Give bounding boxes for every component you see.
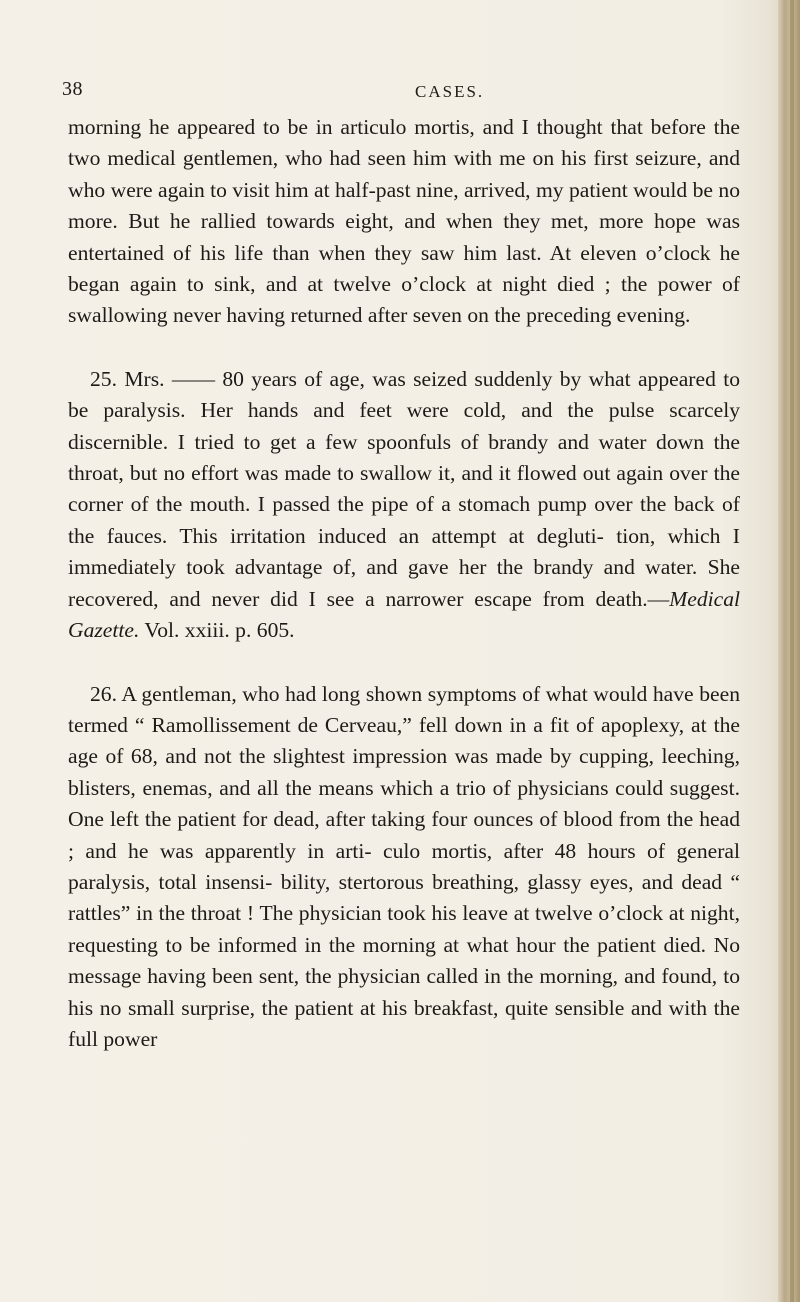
case-25-citation-source: Medical Gazette. — [68, 586, 740, 643]
paragraph-gap — [68, 332, 740, 364]
paragraph-case-25 — [68, 364, 740, 647]
case-25-text: 25. Mrs. —— 80 years of age, was seized suddenly by what appeared to be paralysis. Her hands and feet were cold, and the pulse scarcely discernible. I tried to get a few spoonfuls of brandy and water down the throat, but no effort was made to swallow it, and it flowed out again over the corner of the mouth. I passed the pipe of a stomach pump over the back of the fauces. This irritation induced an attempt at degluti- tion, which I immediately took advantage of, and gave her the brandy and water. She recovered, and never did I see a narrower escape from death.— — [68, 366, 740, 611]
book-spine-shadow — [790, 0, 794, 1302]
body-text — [68, 112, 740, 1055]
running-head — [60, 78, 760, 108]
paragraph-case-26: 26. A gentleman, who had long shown symptoms of what would have been termed “ Ramollissement de Cerveau,” fell down in a fit of apoplexy, at the age of 68, and not the slightest impression was made by cupping, leeching, blisters, enemas, and all the means which a trio of physicians could suggest. One left the patient for dead, after taking four ounces of blood from the head ; and he was apparently in arti- culo mortis, after 48 hours of general paralysis, total insensi- bility, stertorous breathing, glassy eyes, and dead “ rattles” in the throat ! The physician took his leave at twelve o’clock at night, requesting to be informed in the morning at what hour the patient died. No message having been sent, the physician called in the morning, and found, to his no small surprise, the patient at his breakfast, quite sensible and with the full power — [68, 681, 740, 1051]
case-25-citation-volume: Vol. xxiii. p. 605. — [139, 618, 295, 643]
paragraph-continuation: morning he appeared to be in articulo mortis, and I thought that before the two medical gentlemen, who had seen him with me on his first seizure, and who were again to visit him at half-past nine, arrived, my patient would be no more. But he rallied towards eight, and when they met, more hope was entertained of his life than when they saw him last. At eleven o’clock he began again to sink, and at twelve o’clock at night died ; the power of swallowing never having returned after seven on the preceding evening. — [68, 115, 740, 328]
book-gutter-edge — [778, 0, 800, 1302]
paragraph-gap — [68, 647, 740, 679]
page-number: 38 — [62, 78, 83, 100]
header-title: CASES. — [415, 82, 485, 101]
